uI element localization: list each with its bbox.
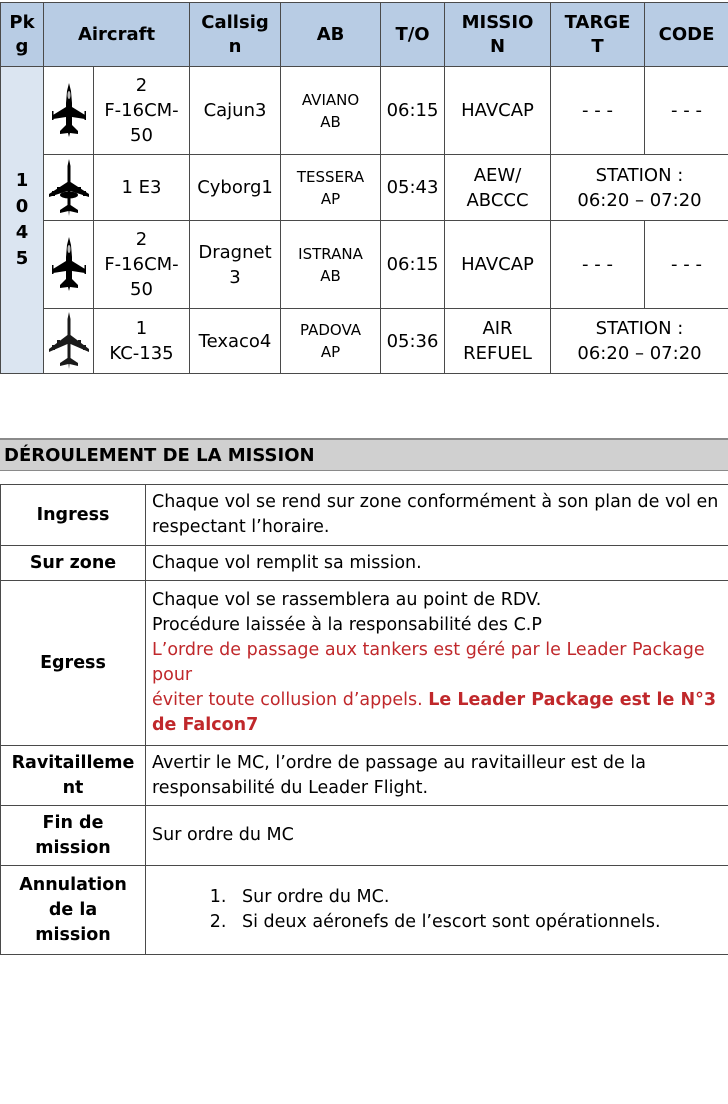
ab-line: TESSERA [296, 167, 365, 186]
header-aircraft: Aircraft [44, 3, 190, 67]
row-label-line: Ravitailleme [11, 752, 135, 773]
mission-row-fin [1, 806, 728, 866]
egress-leader-note: Le Leader Package est le N°3 de Falcon7 [152, 690, 717, 735]
aircraft-icon-cell [44, 155, 94, 221]
mission-cell [445, 155, 551, 221]
mission-row-annulation [1, 866, 728, 955]
ab-line: AP [320, 343, 341, 361]
takeoff-cell: 05:43 [381, 155, 445, 221]
mission-row-ravitaillement [1, 746, 728, 806]
egress-line: Chaque vol se rassemblera au point de RDV. [152, 590, 542, 610]
takeoff-cell: 06:15 [381, 221, 445, 309]
ab-line: PADOVA [300, 321, 362, 339]
aircraft-cell [94, 67, 190, 155]
callsign-cell: Texaco4 [190, 309, 281, 374]
list-item: 1. Sur ordre du MC. [232, 885, 722, 910]
f16-silhouette-icon [47, 81, 91, 141]
station-line: 06:20 – 07:20 [577, 189, 702, 211]
header-target [551, 3, 645, 67]
aircraft-line: 50 [130, 279, 153, 300]
header-target-line: T [591, 35, 604, 57]
row-text: Chaque vol remplit sa mission. [146, 546, 728, 581]
ab-line: ISTRANA [298, 244, 363, 263]
mission-row-ingress [1, 485, 728, 546]
row-label-line: de la [48, 899, 98, 920]
mission-line: ABCCC [466, 189, 529, 211]
target-cell: - - - [551, 67, 645, 155]
aircraft-line: 1 [135, 318, 148, 339]
station-line: STATION : [595, 164, 684, 186]
target-cell: - - - [551, 221, 645, 309]
egress-line: Procédure laissée à la responsabilité des C.P [152, 615, 542, 635]
row-label [1, 746, 146, 806]
station-cell [551, 309, 728, 374]
ab-line: AB [320, 266, 341, 285]
callsign-line: Dragnet [198, 241, 272, 263]
egress-alert-line2 [152, 688, 722, 738]
header-mission [445, 3, 551, 67]
takeoff-cell: 06:15 [381, 67, 445, 155]
mission-line: AIR [482, 318, 513, 339]
mission-row-sur-zone [1, 546, 728, 581]
package-number [1, 67, 44, 374]
table-row [1, 221, 728, 309]
row-label [1, 866, 146, 955]
aircraft-icon-cell [44, 309, 94, 374]
header-to: T/O [381, 3, 445, 67]
row-text: Chaque vol se rend sur zone conformément à son plan de vol en respectant l’horaire. [146, 485, 728, 546]
station-line: 06:20 – 07:20 [577, 343, 702, 364]
callsign-line: 3 [229, 266, 241, 288]
aircraft-icon-cell [44, 221, 94, 309]
header-pkg-line: g [15, 35, 29, 57]
header-callsign [190, 3, 281, 67]
station-cell [551, 155, 728, 221]
row-text: Avertir le MC, l’ordre de passage au ravitailleur est de la responsabilité du Leader Flight. [146, 746, 728, 806]
mission-cell: HAVCAP [445, 221, 551, 309]
header-pkg-line: Pk [9, 11, 35, 33]
mission-cell [445, 309, 551, 374]
table-row [1, 67, 728, 155]
e3-awacs-silhouette-icon [47, 158, 91, 218]
mission-flow-table [0, 484, 728, 955]
row-label-line: Fin de [42, 812, 104, 833]
header-mission-line: N [489, 35, 506, 57]
aircraft-cell: 1 E3 [94, 155, 190, 221]
header-callsign-line: Callsig [201, 11, 269, 33]
aircraft-icon-cell [44, 67, 94, 155]
kc135-silhouette-icon [47, 311, 91, 371]
ab-line: AP [320, 189, 341, 208]
f16-silhouette-icon [47, 235, 91, 295]
callsign-cell [190, 221, 281, 309]
package-number-digit: 0 [15, 196, 29, 217]
egress-alert-line: L’ordre de passage aux tankers est géré par le Leader Package pour [152, 640, 705, 685]
ab-line: AB [320, 112, 341, 131]
mission-cell: HAVCAP [445, 67, 551, 155]
row-label: Sur zone [1, 546, 146, 581]
row-label [1, 806, 146, 866]
code-cell: - - - [645, 67, 728, 155]
callsign-cell: Cajun3 [190, 67, 281, 155]
row-text [146, 866, 728, 955]
mission-line: AEW/ [473, 164, 522, 186]
package-number-digit: 5 [15, 248, 29, 269]
aircraft-line: 50 [130, 125, 153, 146]
aircraft-cell [94, 309, 190, 374]
ab-cell [281, 221, 381, 309]
row-label-line: nt [62, 777, 84, 798]
row-text [146, 581, 728, 746]
ab-cell [281, 155, 381, 221]
egress-alert-text: éviter toute collusion d’appels. [152, 690, 423, 710]
row-label-line: mission [35, 924, 111, 945]
aircraft-line: F-16CM- [104, 254, 179, 275]
table-row [1, 155, 728, 221]
callsign-cell: Cyborg1 [190, 155, 281, 221]
ab-line: AVIANO [301, 90, 360, 109]
header-target-line: TARGE [564, 11, 631, 33]
row-label: Egress [1, 581, 146, 746]
aircraft-line: F-16CM- [104, 100, 179, 121]
header-ab: AB [281, 3, 381, 67]
mission-line: REFUEL [463, 343, 532, 364]
row-label: Ingress [1, 485, 146, 546]
package-number-digit: 4 [15, 222, 29, 243]
aircraft-line: KC-135 [109, 343, 174, 364]
header-mission-line: MISSIO [461, 11, 534, 33]
ab-cell [281, 67, 381, 155]
row-label-line: mission [35, 837, 111, 858]
header-code: CODE [645, 3, 728, 67]
header-pkg [1, 3, 44, 67]
header-callsign-line: n [228, 35, 242, 57]
table-row [1, 309, 728, 374]
mission-row-egress [1, 581, 728, 746]
aircraft-line: 2 [135, 75, 148, 96]
row-text: Sur ordre du MC [146, 806, 728, 866]
code-cell: - - - [645, 221, 728, 309]
takeoff-cell: 05:36 [381, 309, 445, 374]
aircraft-line: 2 [135, 229, 148, 250]
section-title: DÉROULEMENT DE LA MISSION [0, 438, 728, 471]
cancellation-list [152, 885, 722, 935]
ab-cell [281, 309, 381, 374]
package-table [0, 2, 728, 374]
row-label-line: Annulation [19, 874, 127, 895]
header-row [1, 3, 728, 67]
package-number-digit: 1 [15, 170, 29, 191]
station-line: STATION : [595, 318, 684, 339]
list-item: 2. Si deux aéronefs de l’escort sont opérationnels. [232, 910, 722, 935]
aircraft-cell [94, 221, 190, 309]
